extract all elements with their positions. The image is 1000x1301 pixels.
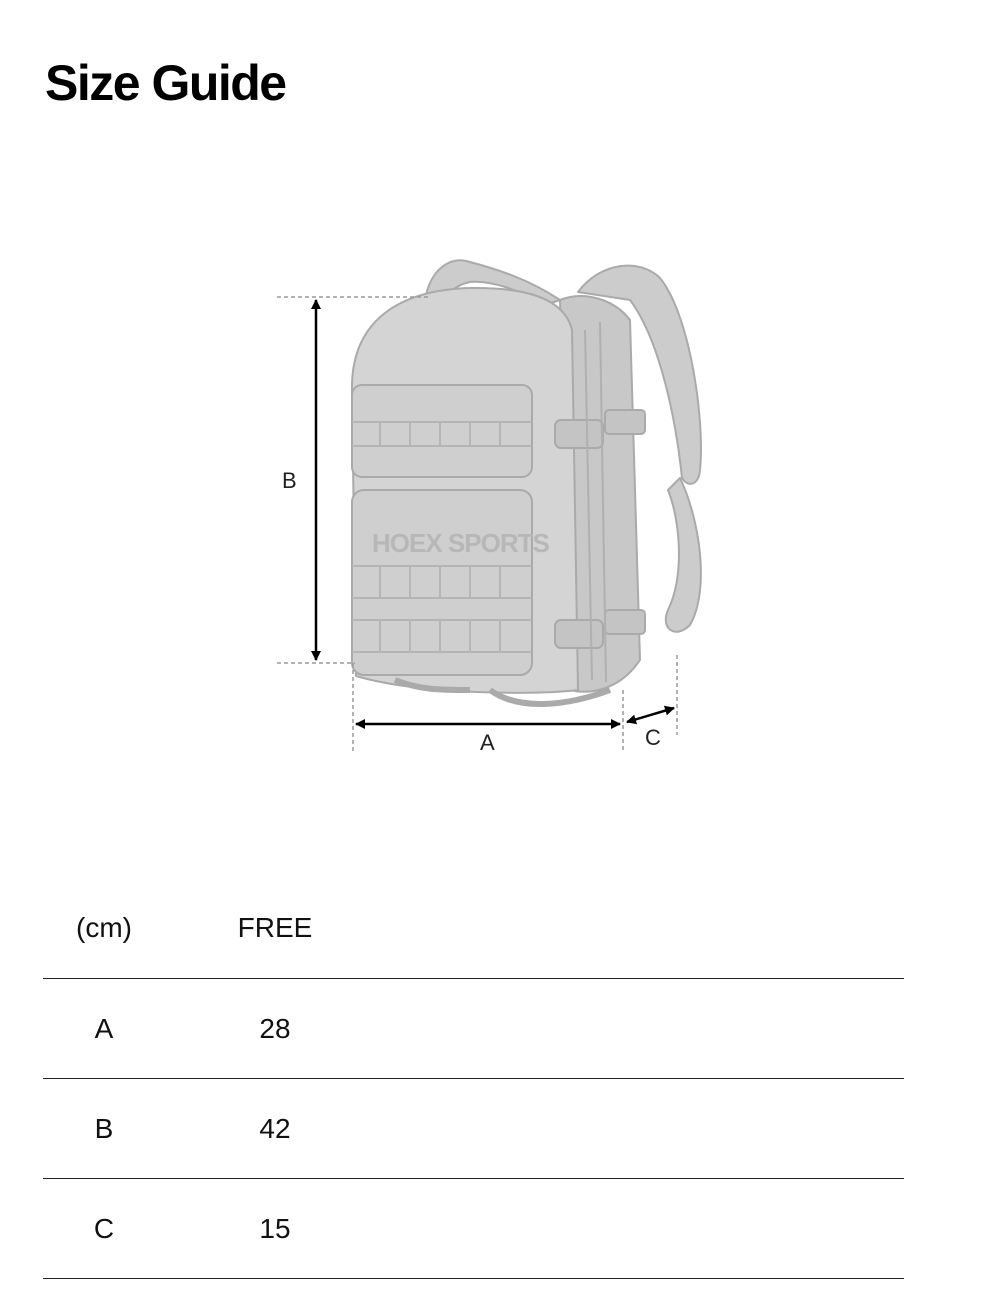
empty-cell xyxy=(385,979,904,1079)
empty-cell xyxy=(385,1079,904,1179)
row-label: C xyxy=(43,1179,165,1279)
dimension-label-a: A xyxy=(480,730,495,755)
dimension-label-c: C xyxy=(645,725,661,750)
empty-header-cell xyxy=(385,878,904,979)
row-label: A xyxy=(43,979,165,1079)
table-row xyxy=(43,1179,904,1279)
row-value: 42 xyxy=(165,1079,385,1179)
row-value: 28 xyxy=(165,979,385,1079)
unit-header: (cm) xyxy=(43,878,165,979)
table-row xyxy=(43,1079,904,1179)
backpack-logo: HOEX SPORTS xyxy=(372,528,549,558)
table-row xyxy=(43,979,904,1079)
size-header: FREE xyxy=(165,878,385,979)
row-label: B xyxy=(43,1079,165,1179)
page-title: Size Guide xyxy=(45,55,286,111)
row-value: 15 xyxy=(165,1179,385,1279)
table-header-row xyxy=(43,878,904,979)
empty-cell xyxy=(385,1179,904,1279)
backpack-illustration xyxy=(352,260,701,704)
size-table xyxy=(43,878,904,1279)
dimension-label-b: B xyxy=(282,468,297,493)
dimension-arrow-c xyxy=(627,708,674,722)
